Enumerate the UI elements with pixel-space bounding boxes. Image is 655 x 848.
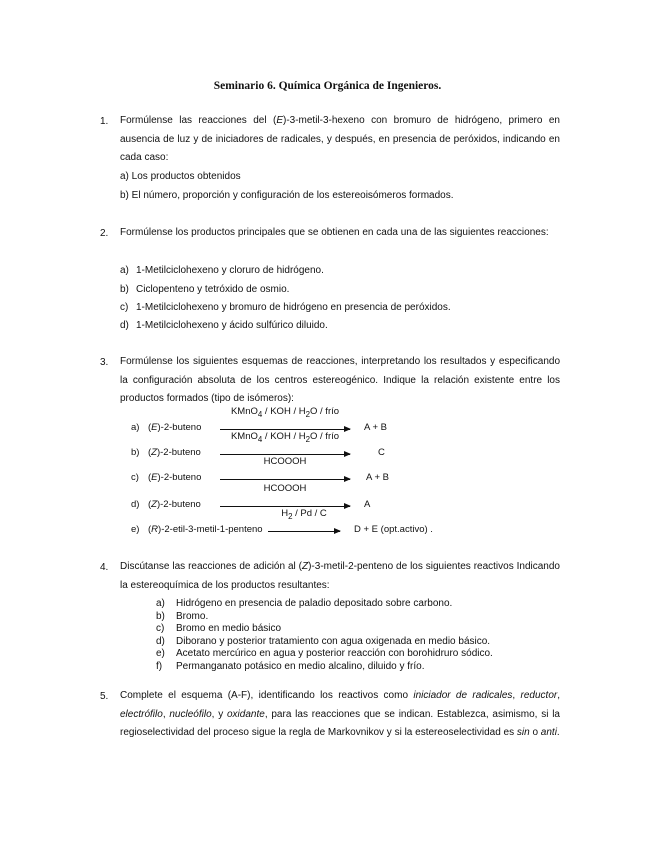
reaction-reagent: KMnO$_4$ / KOH / $H_2O$ / frío: [230, 431, 340, 444]
q4-number: 4.: [100, 562, 109, 573]
q2-item-label: d): [120, 320, 129, 331]
reaction-arrow: [268, 531, 340, 532]
q4-item: [156, 598, 493, 611]
q4-item-text: Diborano y posterior tratamiento con agua oxigenada en medio básico.: [176, 635, 491, 647]
reaction-arrow: [220, 454, 350, 455]
q2-item-text: 1-Metilciclohexeno y bromuro de hidrógeno en presencia de peróxidos.: [136, 302, 451, 313]
q4-item-text: Hidrógeno en presencia de paladio depositado sobre carbono.: [176, 598, 453, 609]
reaction-reactant: (Z)-2-buteno: [148, 499, 201, 510]
q2-text: Formúlense los productos principales que se obtienen en cada una de las siguientes reacciones:: [120, 227, 549, 238]
q2-item-text: 1-Metilciclohexeno y ácido sulfúrico diluido.: [136, 320, 328, 331]
q2-item: [120, 265, 324, 276]
q4-item: [156, 661, 493, 674]
q2-item: [120, 320, 328, 331]
q2-item: [120, 302, 451, 313]
q4-item: [156, 623, 493, 636]
q2-item-label: c): [120, 302, 129, 313]
q2-item-label: a): [120, 265, 129, 276]
q1-item-a: a) Los productos obtenidos: [120, 171, 241, 182]
q4-item-label: e): [156, 648, 165, 659]
q4-item: [156, 648, 493, 661]
q4-item-label: f): [156, 660, 163, 672]
q2-item-text: Ciclopenteno y tetróxido de osmio.: [136, 284, 290, 295]
q1-text: Formúlense las reacciones del (E)-3-metil-3-hexeno con bromuro de hidrógeno, primero en ausencia de luz y de iniciadores de radicales, y después, en presencia de peróxidos, indicando en cada caso:: [120, 115, 560, 163]
q2-item: [120, 284, 289, 295]
reaction-products: A + B: [366, 472, 389, 483]
reaction-label: e): [131, 524, 140, 535]
reaction-products: A: [364, 499, 371, 510]
q4-item: [156, 636, 493, 649]
reaction-label: b): [131, 447, 140, 458]
q4-item-text: Bromo.: [176, 610, 209, 622]
reaction-products: C: [378, 447, 385, 458]
q4-item-label: c): [156, 623, 165, 634]
q4-item-label: d): [156, 635, 165, 647]
reaction-reactant: (R)-2-etil-3-metil-1-penteno: [148, 524, 263, 535]
q3-number: 3.: [100, 357, 109, 368]
reaction-reagent: $H_2$ / Pd / C: [281, 508, 327, 521]
q4-item-label: b): [156, 610, 165, 622]
reaction-label: c): [131, 472, 139, 483]
reaction-reactant: (E)-2-buteno: [148, 472, 202, 483]
q4-item-text: Permanganato potásico en medio alcalino, diluido y frío.: [176, 660, 425, 672]
reaction-products: D + E (opt.activo) .: [354, 524, 433, 535]
reaction-arrow: [220, 429, 350, 430]
reaction-reactant: (Z)-2-buteno: [148, 447, 201, 458]
q3-text: Formúlense los siguientes esquemas de reacciones, interpretando los resultados y especificando la configuración absoluta de los centros estereogénico. Indique la relación existente entre los productos formados (tipo de isómeros):: [120, 356, 560, 404]
q1-item-b: b) El número, proporción y configuración de los estereoisómeros formados.: [120, 190, 454, 201]
reaction-reagent: HCOOOH: [263, 483, 307, 494]
q4-item-text: Acetato mercúrico en agua y posterior reacción con borohidruro sódico.: [176, 648, 493, 659]
q4-item-label: a): [156, 598, 165, 609]
q5-number: 5.: [100, 691, 109, 702]
q4-item: [156, 611, 493, 624]
reaction-label: d): [131, 499, 140, 510]
reaction-products: A + B: [364, 422, 387, 433]
reaction-arrow: [220, 479, 350, 480]
reaction-reactant: (E)-2-buteno: [148, 422, 202, 433]
q1-number: 1.: [100, 116, 109, 127]
reaction-reagent: HCOOOH: [263, 456, 307, 467]
reaction-arrow: [220, 506, 350, 507]
q4-item-text: Bromo en medio básico: [176, 623, 282, 634]
q2-item-label: b): [120, 284, 129, 295]
q4-list: [156, 598, 493, 673]
page-title: Seminario 6. Química Orgánica de Ingenieros.: [213, 80, 442, 92]
reaction-label: a): [131, 422, 140, 433]
q4-text: Discútanse las reacciones de adición al (Z)-3-metil-2-penteno de los siguientes reactivos Indicando la estereoquímica de los productos resultantes:: [120, 561, 560, 591]
q2-item-text: 1-Metilciclohexeno y cloruro de hidrógeno.: [136, 265, 324, 276]
q5-text: Complete el esquema (A-F), identificando los reactivos como iniciador de radicales, reductor, electrófilo, nucleófilo, y oxidante, para las reacciones que se indican. Establezca, asimismo, si la regioselectividad del proceso sigue la regla de Markovnikov y si la estereoselectividad es sin o anti.: [120, 690, 560, 738]
q2-number: 2.: [100, 228, 109, 239]
reaction-reagent: KMnO$_4$ / KOH / $H_2O$ / frío: [230, 406, 340, 419]
